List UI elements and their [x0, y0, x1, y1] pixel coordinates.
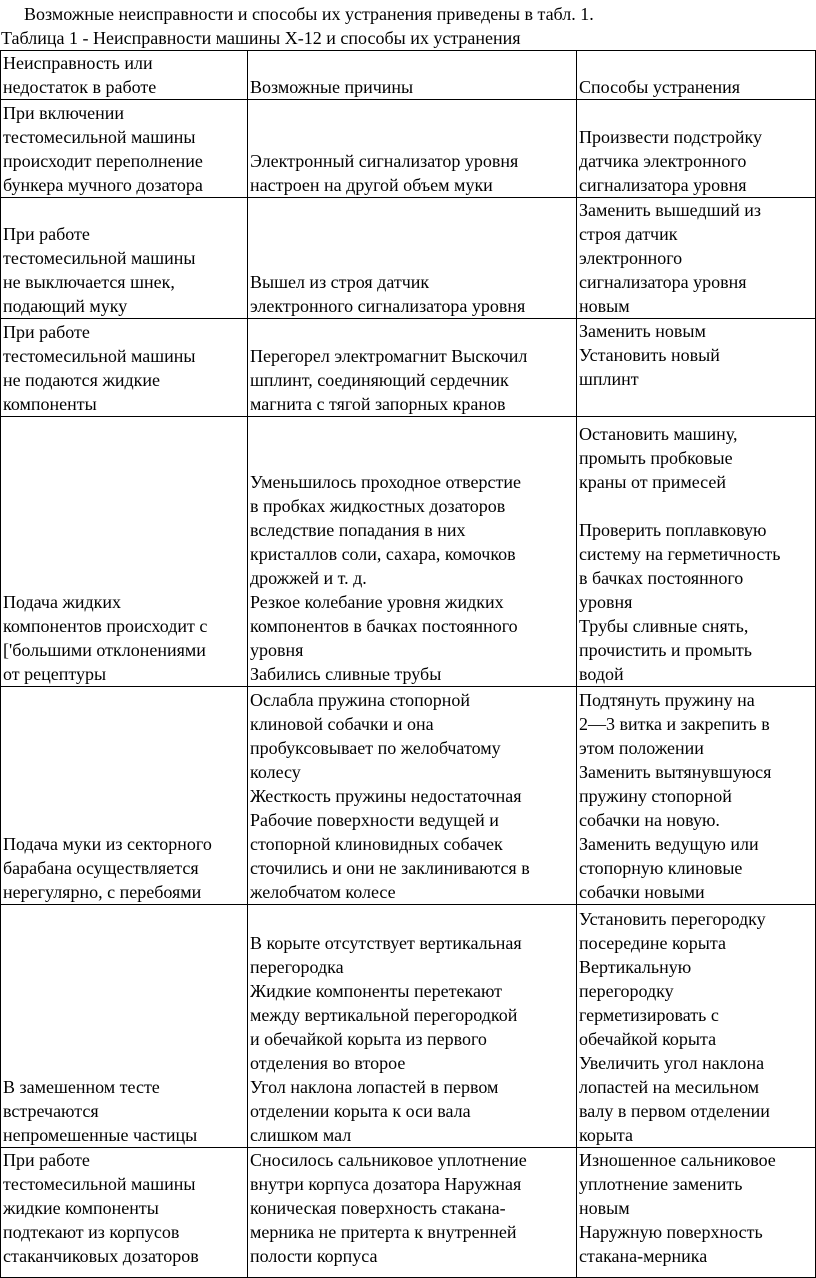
- cause-cell: Ослабла пружина стопорной клиновой собачки и она пробуксовывает по желобчатому колесу Жесткость пружины недостаточная Рабочие поверхности ведущей и стопорной клиновидных собачек сточились и они не заклиниваются в желобчатом колесе: [248, 687, 577, 905]
- fix-cell: Остановить машину, промыть пробковые краны от примесей Проверить поплавковую систему на герметичность в бачках постоянного уровня Трубы сливные снять, прочистить и промыть водой: [577, 417, 816, 687]
- header-fix: Способы устранения: [577, 51, 816, 100]
- cause-cell: В корыте отсутствует вертикальная перегородка Жидкие компоненты перетекают между вертикальной перегородкой и обечайкой корыта из первого отделения во второе Угол наклона лопастей в первом отделении корыта к оси вала слишком мал: [248, 905, 577, 1148]
- fault-cell: При включении тестомесильной машины происходит переполнение бункера мучного дозатора: [1, 100, 248, 198]
- table-row: [1, 687, 816, 905]
- header-fault: Неисправность или недостаток в работе: [1, 51, 248, 100]
- fix-cell: Произвести подстройку датчика электронного сигнализатора уровня: [577, 100, 816, 198]
- table-row: [1, 319, 816, 417]
- cause-cell: Сносилось сальниковое уплотнение внутри корпуса дозатора Наружная коническая поверхность стакана- мерника не притерта к внутренней полости корпуса: [248, 1148, 577, 1278]
- cause-cell: Электронный сигнализатор уровня настроен на другой объем муки: [248, 100, 577, 198]
- table-row: [1, 905, 816, 1148]
- fault-cell: При работе тестомесильной машины не подаются жидкие компоненты: [1, 319, 248, 417]
- fault-cell: При работе тестомесильной машины жидкие компоненты подтекают из корпусов стаканчиковых дозаторов: [1, 1148, 248, 1278]
- cause-cell: Уменьшилось проходное отверстие в пробках жидкостных дозаторов вследствие попадания в них кристаллов соли, сахара, комочков дрожжей и т. д. Резкое колебание уровня жидких компонентов в бачках постоянного уровня Забились сливные трубы: [248, 417, 577, 687]
- table-row: [1, 417, 816, 687]
- fault-cell: Подача муки из секторного барабана осуществляется нерегулярно, с перебоями: [1, 687, 248, 905]
- table-header-row: [1, 51, 816, 100]
- table-caption: Таблица 1 - Неисправности машины Х-12 и способы их устранения: [1, 28, 521, 48]
- fix-cell: Установить перегородку посередине корыта Вертикальную перегородку герметизировать с обечайкой корыта Увеличить угол наклона лопастей на месильном валу в первом отделении корыта: [577, 905, 816, 1148]
- cause-cell: Перегорел электромагнит Выскочил шплинт, соединяющий сердечник магнита с тягой запорных кранов: [248, 319, 577, 417]
- header-cause: Возможные причины: [248, 51, 577, 100]
- fault-cell: При работе тестомесильной машины не выключается шнек, подающий муку: [1, 198, 248, 319]
- fix-cell: Подтянуть пружину на 2—3 витка и закрепить в этом положении Заменить вытянувшуюся пружину стопорной собачки на новую. Заменить ведущую или стопорную клиновые собачки новыми: [577, 687, 816, 905]
- fault-cell: В замешенном тесте встречаются непромешенные частицы: [1, 905, 248, 1148]
- fix-cell: Заменить вышедший из строя датчик электронного сигнализатора уровня новым: [577, 198, 816, 319]
- table-row: [1, 100, 816, 198]
- fault-cell: Подача жидких компонентов происходит с ['большими отклонениями от рецептуры: [1, 417, 248, 687]
- faults-table: [0, 50, 816, 1278]
- table-row: [1, 1148, 816, 1278]
- fix-cell: Заменить новым Установить новый шплинт: [577, 319, 816, 417]
- intro-paragraph: Возможные неисправности и способы их устранения приведены в табл. 1.: [24, 4, 594, 24]
- cause-cell: Вышел из строя датчик электронного сигнализатора уровня: [248, 198, 577, 319]
- fix-cell: Изношенное сальниковое уплотнение заменить новым Наружную поверхность стакана-мерника: [577, 1148, 816, 1278]
- table-row: [1, 198, 816, 319]
